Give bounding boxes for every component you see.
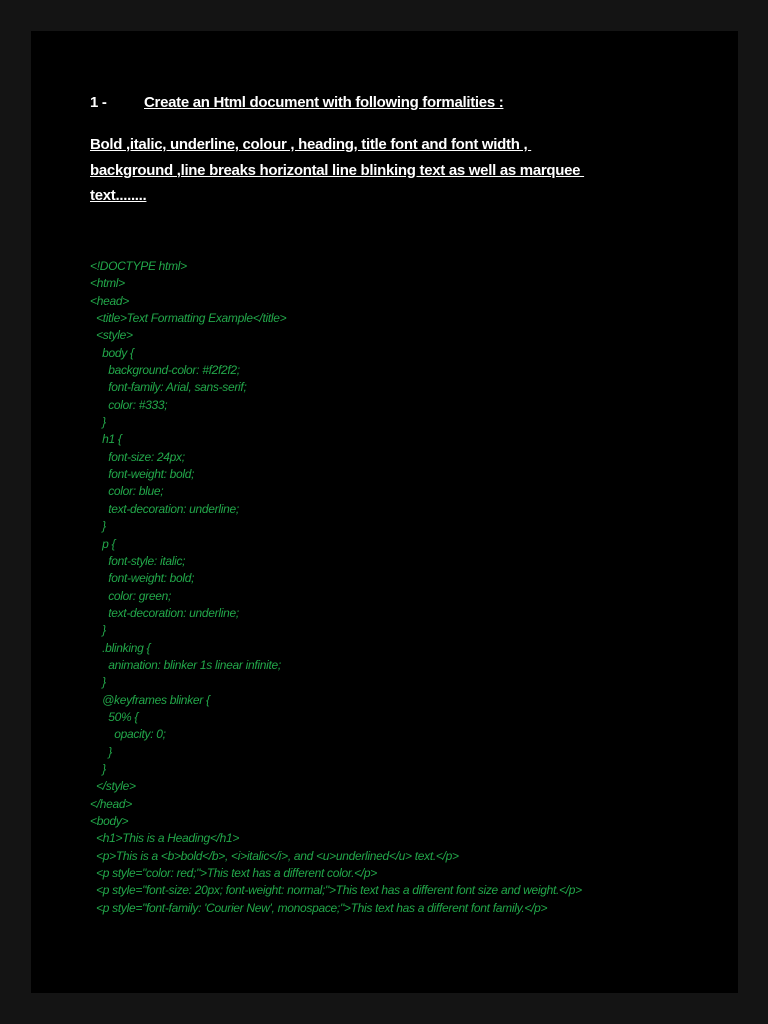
code-line: 50% { bbox=[90, 709, 139, 724]
code-line: <p style="font-size: 20px; font-weight: normal;">This text has a different font size and weight.</p> bbox=[90, 883, 582, 898]
code-line: } bbox=[90, 744, 112, 759]
question-number: 1 - bbox=[90, 94, 107, 111]
code-line: </style> bbox=[90, 779, 136, 794]
code-line: </head> bbox=[90, 796, 132, 811]
code-line: <p>This is a <b>bold</b>, <i>italic</i>, and <u>underlined</u> text.</p> bbox=[90, 848, 459, 863]
code-line: } bbox=[90, 675, 106, 690]
requirements-line: Bold ,italic, underline, colour , heading, title font and font width , bbox=[90, 136, 532, 153]
code-line: color: blue; bbox=[90, 484, 164, 499]
code-line: <h1>This is a Heading</h1> bbox=[90, 831, 240, 846]
requirements-text bbox=[90, 132, 650, 209]
code-listing bbox=[90, 258, 710, 917]
code-line: h1 { bbox=[90, 432, 122, 447]
code-line: font-style: italic; bbox=[90, 553, 186, 568]
code-line: font-size: 24px; bbox=[90, 449, 185, 464]
code-line: text-decoration: underline; bbox=[90, 501, 239, 516]
code-line: <p style="font-family: 'Courier New', monospace;">This text has a different font family.</p> bbox=[90, 900, 548, 915]
code-line: } bbox=[90, 519, 106, 534]
code-line: body { bbox=[90, 345, 134, 360]
code-line: <!DOCTYPE html> bbox=[90, 259, 187, 273]
question-title: Create an Html document with following formalities : bbox=[144, 94, 504, 111]
code-line: color: #333; bbox=[90, 397, 168, 412]
code-line: <style> bbox=[90, 328, 133, 343]
code-line: <head> bbox=[90, 293, 129, 308]
code-line: animation: blinker 1s linear infinite; bbox=[90, 657, 281, 672]
code-line: color: green; bbox=[90, 588, 172, 603]
code-line: .blinking { bbox=[90, 640, 151, 655]
code-line: } bbox=[90, 623, 106, 638]
code-line: @keyframes blinker { bbox=[90, 692, 210, 707]
code-line: background-color: #f2f2f2; bbox=[90, 363, 240, 378]
code-line: <p style="color: red;">This text has a different color.</p> bbox=[90, 866, 377, 881]
code-line: <html> bbox=[90, 276, 125, 291]
code-line: p { bbox=[90, 536, 116, 551]
code-line: font-family: Arial, sans-serif; bbox=[90, 380, 247, 395]
code-line: font-weight: bold; bbox=[90, 571, 195, 586]
code-line: font-weight: bold; bbox=[90, 467, 195, 482]
requirements-line: background ,line breaks horizontal line blinking text as well as marquee bbox=[90, 161, 585, 179]
code-line: text-decoration: underline; bbox=[90, 605, 239, 620]
code-line: <body> bbox=[90, 814, 129, 828]
requirements-line: text........ bbox=[90, 187, 147, 204]
code-line: <title>Text Formatting Example</title> bbox=[90, 311, 287, 326]
question-heading bbox=[90, 94, 650, 111]
code-line: } bbox=[90, 415, 106, 430]
code-line: } bbox=[90, 761, 106, 776]
code-line: opacity: 0; bbox=[90, 727, 166, 742]
